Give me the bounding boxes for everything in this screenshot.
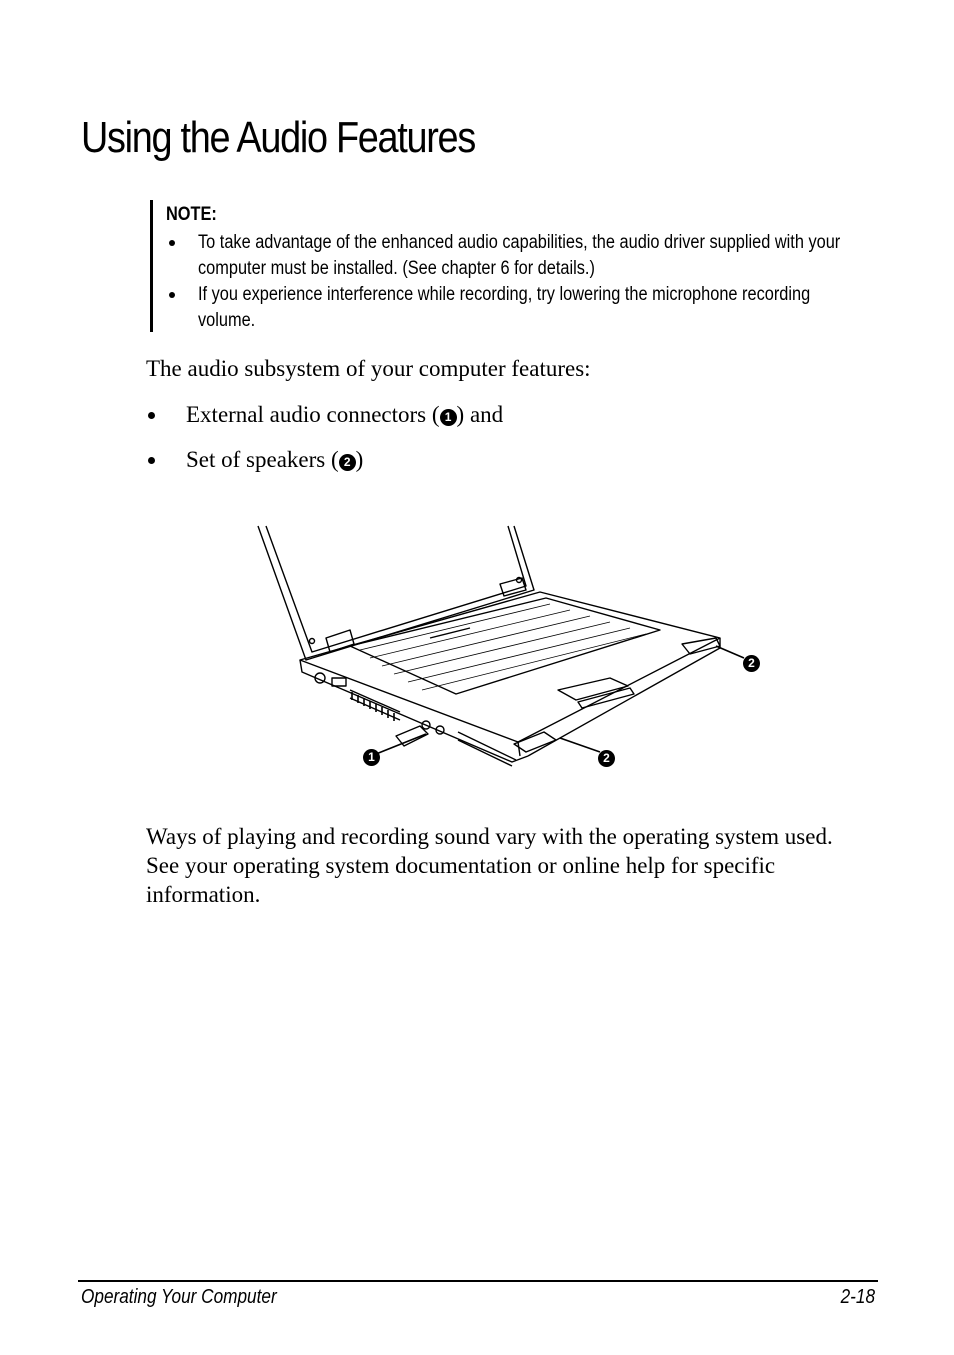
closing-paragraph: Ways of playing and recording sound vary with the operating system used. See your operating system documentation or online help for specific information. bbox=[146, 824, 833, 907]
intro-text: The audio subsystem of your computer features: bbox=[146, 356, 591, 381]
note-label: NOTE: bbox=[166, 204, 217, 225]
circled-number-icon: 1 bbox=[440, 409, 457, 426]
callout-marker: 1 bbox=[363, 749, 380, 766]
footer-section-title: Operating Your Computer bbox=[81, 1286, 277, 1308]
circled-number-icon: 2 bbox=[339, 454, 356, 471]
note-box bbox=[150, 200, 873, 332]
note-item-text: If you experience interference while recording, try lowering the microphone recording volume. bbox=[198, 284, 811, 331]
feature-text: Set of speakers ( 2 ) bbox=[186, 447, 364, 472]
bullet-icon bbox=[169, 292, 175, 298]
callout-marker: 2 bbox=[598, 750, 615, 767]
feature-text: External audio connectors ( 1 ) and bbox=[186, 402, 504, 427]
callout-marker: 2 bbox=[743, 655, 760, 672]
page-title: Using the Audio Features bbox=[81, 113, 475, 162]
page-number: 2-18 bbox=[840, 1286, 875, 1308]
laptop-illustration bbox=[250, 520, 770, 780]
footer-divider bbox=[78, 1280, 878, 1282]
laptop-drawing bbox=[250, 520, 770, 780]
note-item-text: To take advantage of the enhanced audio capabilities, the audio driver supplied with your computer must be installed. (See chapter 6 for details.) bbox=[198, 232, 841, 279]
bullet-icon bbox=[148, 412, 155, 419]
bullet-icon bbox=[148, 457, 155, 464]
bullet-icon bbox=[169, 240, 175, 246]
